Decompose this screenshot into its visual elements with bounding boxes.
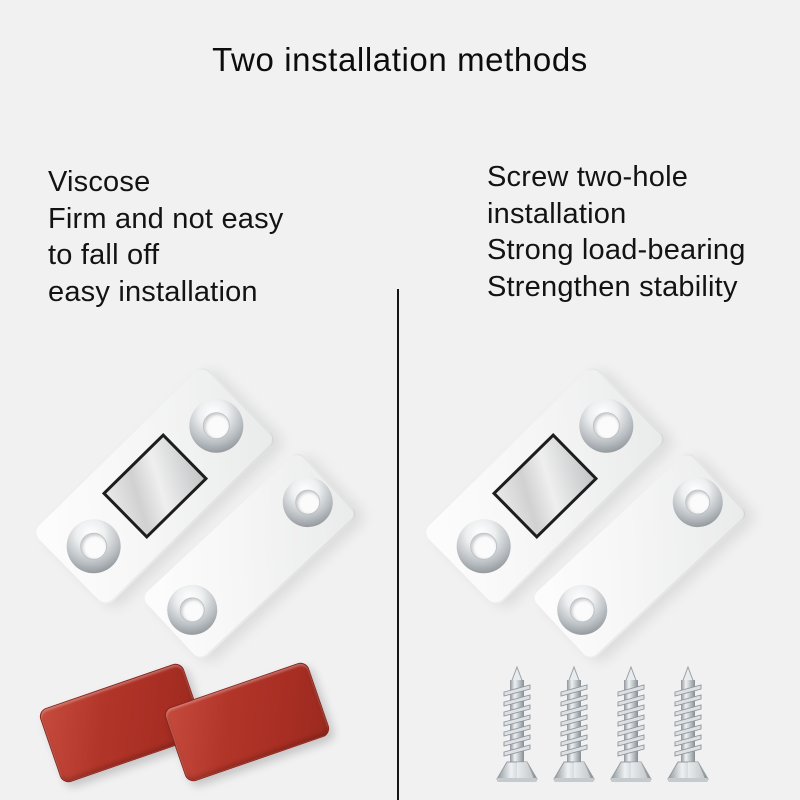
screw-hole-inner <box>587 407 625 445</box>
page-title: Two installation methods <box>212 41 588 78</box>
magnetic-catch-photo-screw <box>390 0 800 800</box>
magnet-block <box>102 433 208 539</box>
adhesive-pad-graphic <box>162 660 331 783</box>
screw-graphic <box>609 666 653 786</box>
screw-hole <box>445 508 521 584</box>
description-line: Firm and not easy <box>48 202 284 235</box>
screw-graphic <box>552 666 596 786</box>
screw-hole <box>55 508 131 584</box>
description-line: installation <box>487 197 627 230</box>
screw-hole <box>178 388 254 464</box>
description-line: easy installation <box>48 275 258 308</box>
screw-hole-inner <box>75 527 113 565</box>
description-line: to fall off <box>48 239 160 271</box>
description-line: Strong load-bearing <box>487 234 746 266</box>
screw-hole <box>568 388 644 464</box>
screw-hole-inner <box>680 484 715 519</box>
screw-hole <box>662 467 733 538</box>
screw-graphic <box>495 666 539 786</box>
screw-hole-inner <box>290 484 325 519</box>
screw-hole-inner <box>197 407 235 445</box>
description-line: Screw two-hole <box>487 161 689 193</box>
screw-hole <box>547 575 618 646</box>
description-line: Viscose <box>48 166 151 198</box>
description-line: Strengthen stability <box>487 270 738 303</box>
magnet-block <box>492 433 598 539</box>
screw-hole-inner <box>175 592 210 627</box>
screw-hole-inner <box>465 527 503 565</box>
screw-hole-inner <box>565 592 600 627</box>
screw-hole <box>272 467 343 538</box>
screw-hole <box>157 575 228 646</box>
screw-graphic <box>666 666 710 786</box>
